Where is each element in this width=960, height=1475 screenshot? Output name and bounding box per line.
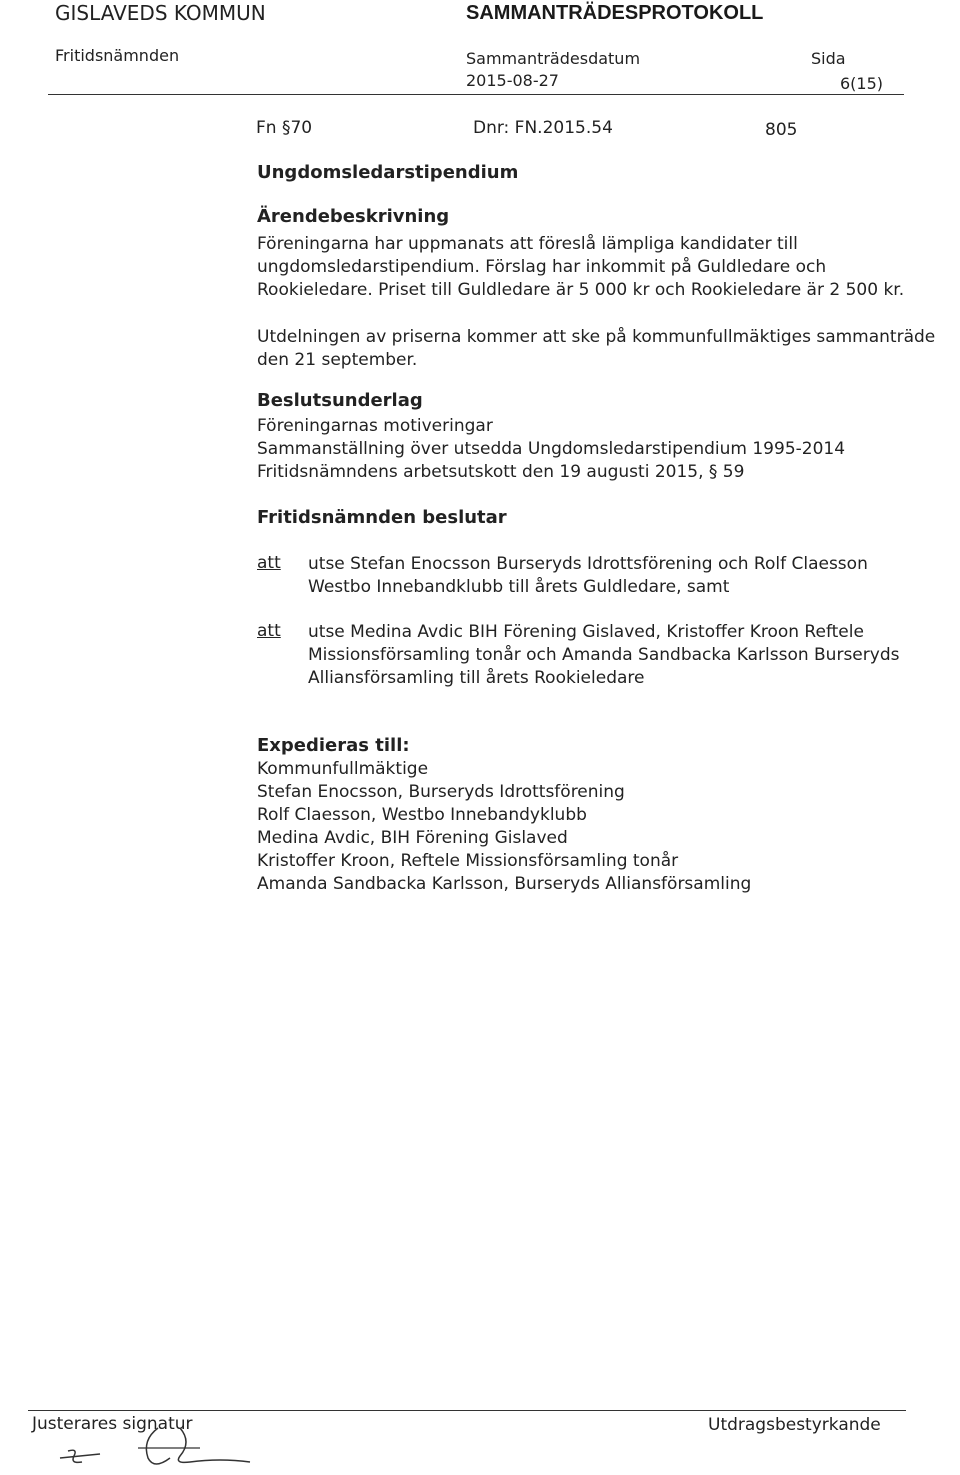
paragraph-line: den 21 september. bbox=[257, 350, 418, 370]
recipient: Stefan Enocsson, Burseryds Idrottsförening bbox=[257, 782, 625, 802]
decision-line: Missionsförsamling tonår och Amanda Sandbacka Karlsson Burseryds bbox=[308, 645, 900, 665]
decision-prefix: att bbox=[257, 621, 281, 641]
case-title: Ungdomsledarstipendium bbox=[257, 162, 519, 183]
paragraph-line: Utdelningen av priserna kommer att ske på kommunfullmäktiges sammanträde bbox=[257, 327, 936, 347]
extract-certification-label: Utdragsbestyrkande bbox=[708, 1415, 881, 1435]
decision-line: Alliansförsamling till årets Rookieledare bbox=[308, 668, 645, 688]
section-number: Fn §70 bbox=[256, 118, 313, 138]
signature-label: Justerares signatur bbox=[32, 1414, 193, 1434]
recipient: Kommunfullmäktige bbox=[257, 759, 429, 779]
list-item: Sammanställning över utsedda Ungdomsledarstipendium 1995-2014 bbox=[257, 439, 846, 459]
diary-number: Dnr: FN.2015.54 bbox=[473, 118, 613, 138]
organization-name: GISLAVEDS KOMMUN bbox=[55, 1, 266, 25]
distribution-heading: Expedieras till: bbox=[257, 735, 410, 756]
decision-line: Westbo Innebandklubb till årets Guldledare, samt bbox=[308, 577, 730, 597]
page-label: Sida bbox=[811, 49, 846, 68]
decision-item-1 bbox=[308, 553, 868, 599]
description-paragraph-2 bbox=[257, 326, 935, 372]
description-paragraph-1 bbox=[257, 233, 904, 302]
header-rule bbox=[48, 94, 904, 95]
paragraph-line: Rookieledare. Priset till Guldledare är 5 000 kr och Rookieledare är 2 500 kr. bbox=[257, 280, 905, 300]
description-heading: Ärendebeskrivning bbox=[257, 206, 450, 227]
recipient: Amanda Sandbacka Karlsson, Burseryds Alliansförsamling bbox=[257, 874, 752, 894]
list-item: Fritidsnämndens arbetsutskott den 19 augusti 2015, § 59 bbox=[257, 462, 745, 482]
committee-name: Fritidsnämnden bbox=[55, 46, 180, 65]
case-code: 805 bbox=[765, 120, 798, 140]
basis-list bbox=[257, 415, 845, 484]
meeting-date-label: Sammanträdesdatum bbox=[466, 49, 641, 68]
footer-rule bbox=[28, 1410, 906, 1411]
document-type-title: SAMMANTRÄDESPROTOKOLL bbox=[466, 2, 764, 24]
decision-prefix: att bbox=[257, 553, 281, 573]
paragraph-line: ungdomsledarstipendium. Förslag har inkommit på Guldledare och bbox=[257, 257, 827, 277]
handwritten-signature bbox=[30, 1418, 260, 1470]
decision-line: utse Stefan Enocsson Burseryds Idrottsförening och Rolf Claesson bbox=[308, 554, 868, 574]
recipient: Rolf Claesson, Westbo Innebandyklubb bbox=[257, 805, 587, 825]
list-item: Föreningarnas motiveringar bbox=[257, 416, 493, 436]
page-number: 6(15) bbox=[840, 74, 884, 93]
meeting-date-value: 2015-08-27 bbox=[466, 71, 559, 90]
basis-heading: Beslutsunderlag bbox=[257, 390, 423, 411]
distribution-list bbox=[257, 758, 751, 896]
recipient: Kristoffer Kroon, Reftele Missionsförsamling tonår bbox=[257, 851, 679, 871]
decision-heading: Fritidsnämnden beslutar bbox=[257, 507, 507, 528]
paragraph-line: Föreningarna har uppmanats att föreslå lämpliga kandidater till bbox=[257, 234, 798, 254]
decision-line: utse Medina Avdic BIH Förening Gislaved, Kristoffer Kroon Reftele bbox=[308, 622, 864, 642]
decision-item-2 bbox=[308, 621, 899, 690]
recipient: Medina Avdic, BIH Förening Gislaved bbox=[257, 828, 568, 848]
